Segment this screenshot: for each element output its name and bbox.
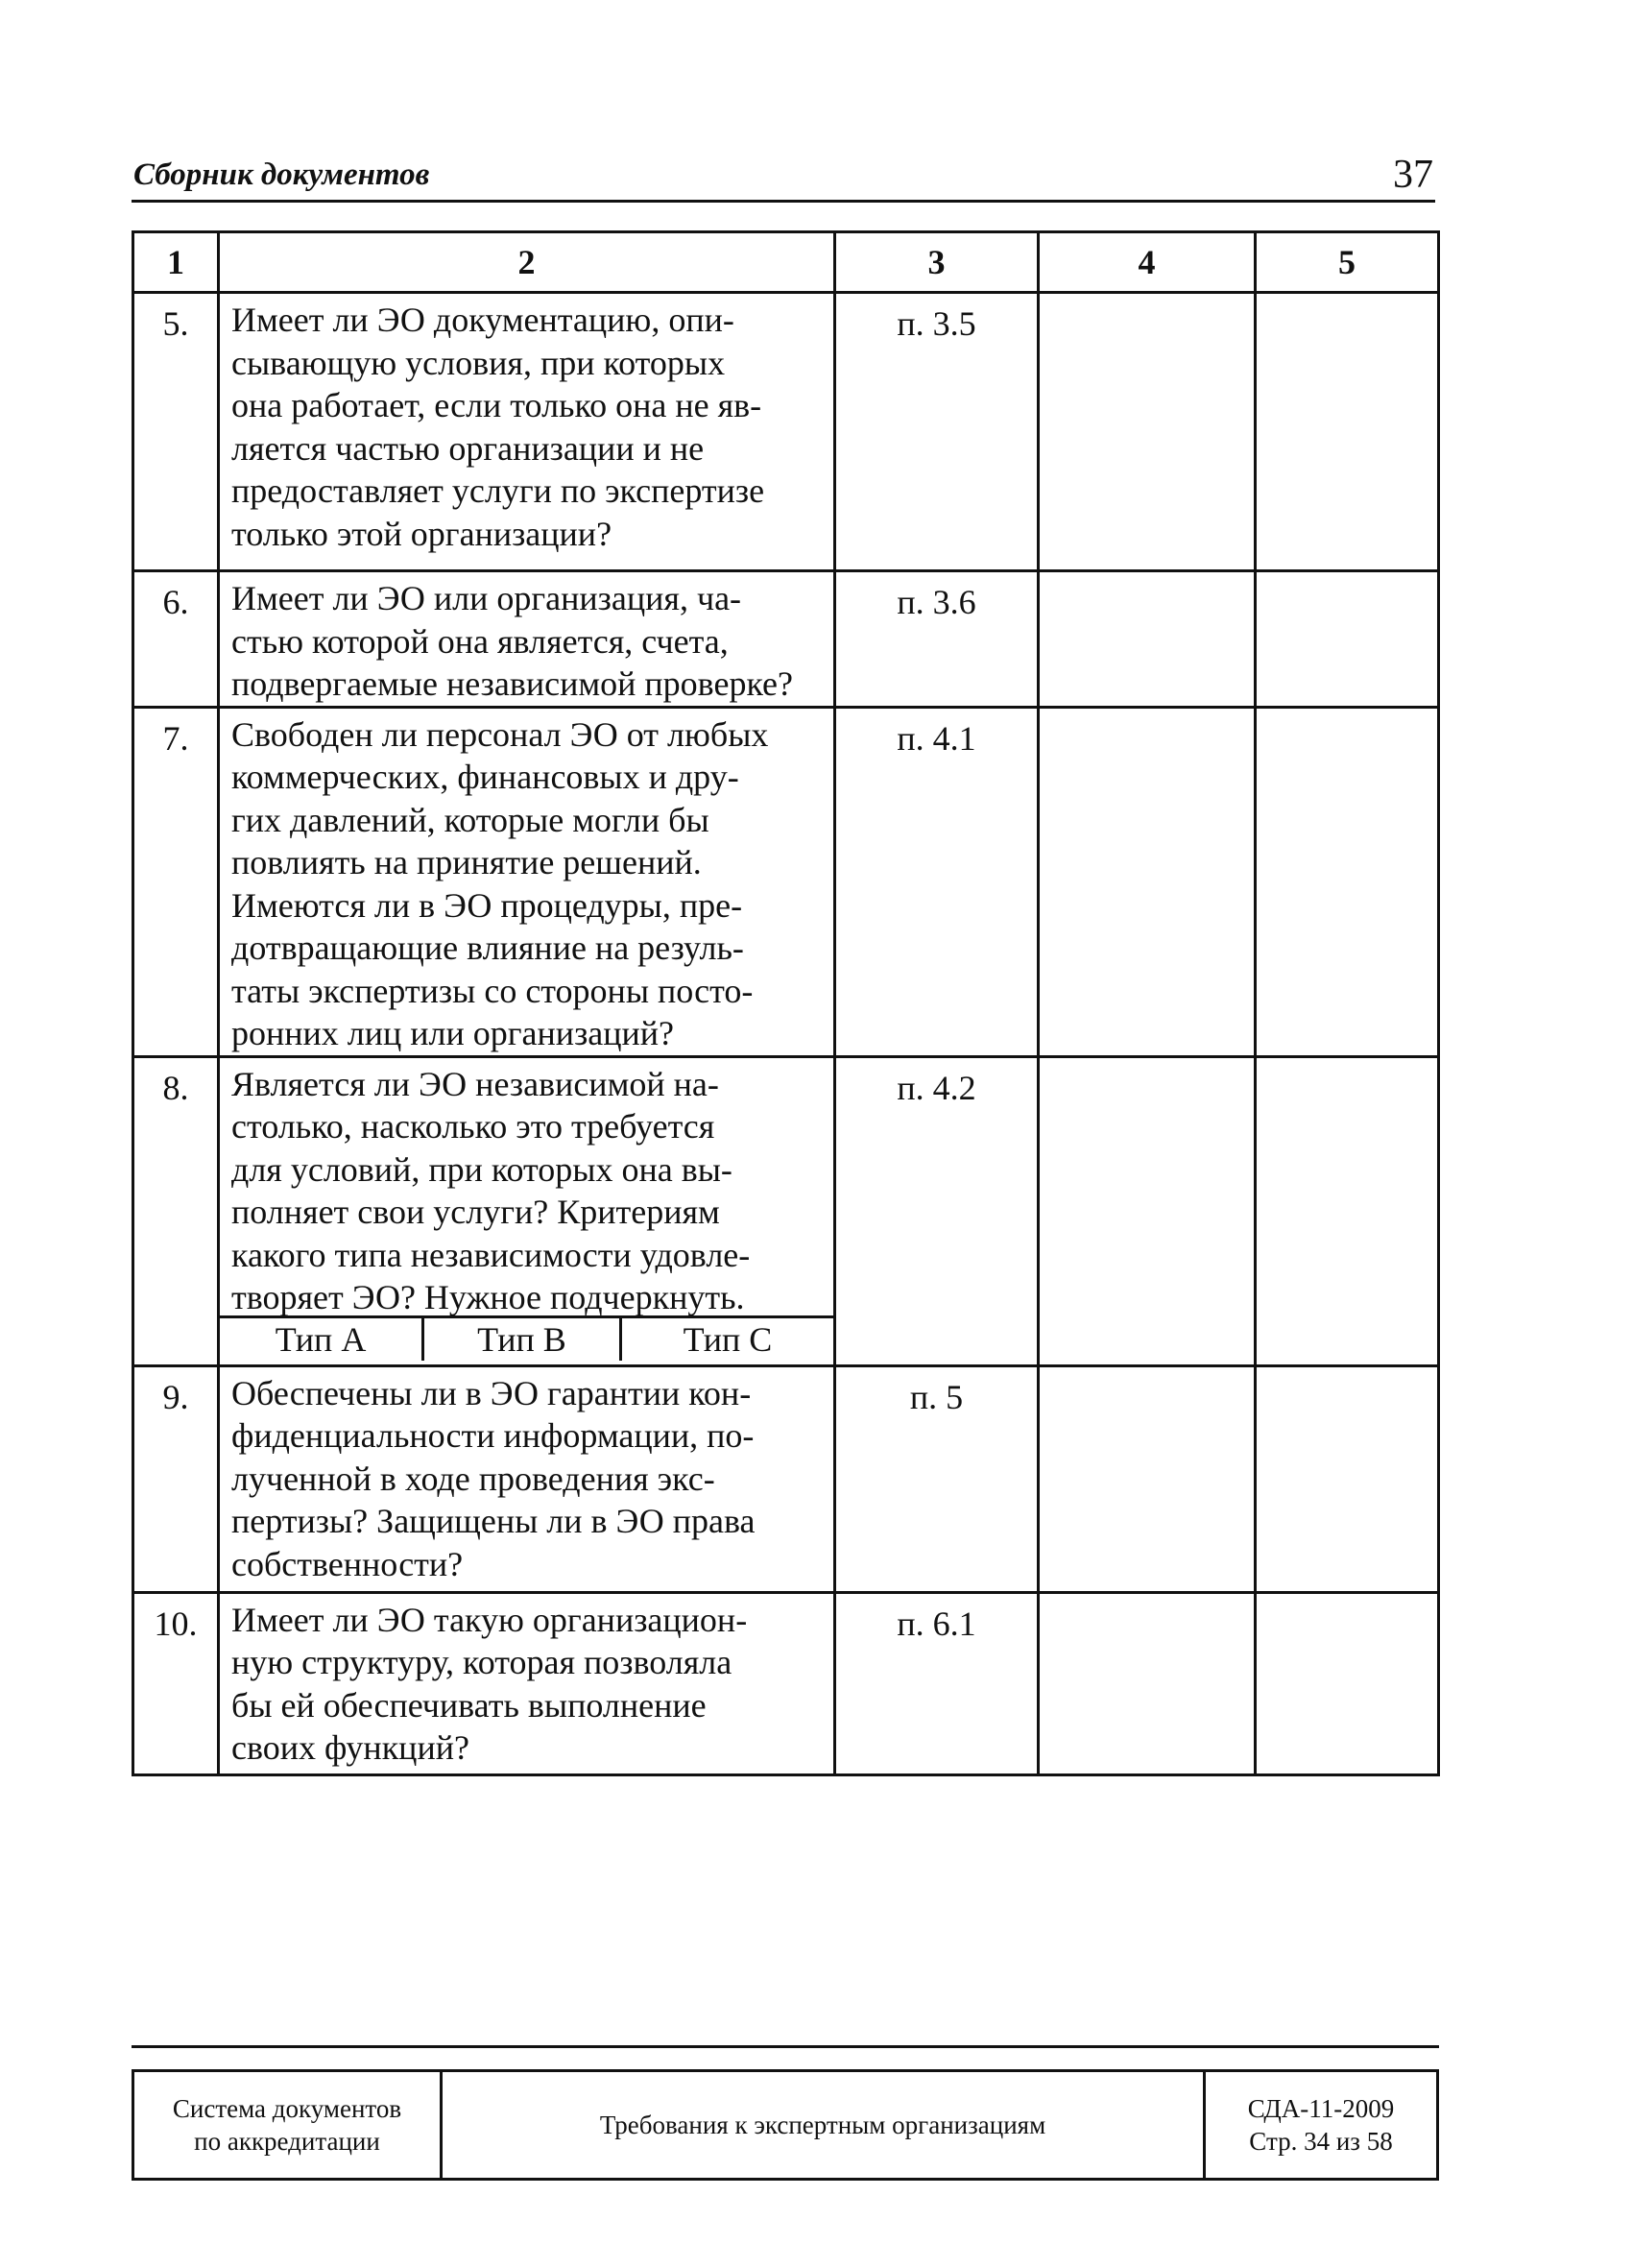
answer-cell-col5: [1256, 707, 1439, 1056]
table-row: [133, 1592, 1439, 1774]
header-title: Сборник документов: [133, 157, 430, 192]
row-number: 9.: [133, 1365, 219, 1592]
page-header: [132, 144, 1435, 203]
row-number: 8.: [133, 1056, 219, 1365]
clause-reference: п. 3.5: [835, 293, 1039, 571]
column-header-2: 2: [219, 232, 835, 293]
row-number: 10.: [133, 1592, 219, 1774]
table-row: [133, 707, 1439, 1056]
table-header-row: [133, 232, 1439, 293]
footer-system-name: Система документов по аккредитации: [134, 2072, 443, 2178]
answer-cell-col5: [1256, 293, 1439, 571]
clause-reference: п. 4.2: [835, 1056, 1039, 1365]
question-text: Имеет ли ЭО документацию, опи- сывающую условия, при которых она работает, если только она не яв- ляется частью организации и не предоставляет услуги по экспертизе только этой организации?: [219, 293, 835, 571]
column-header-3: 3: [835, 232, 1039, 293]
answer-cell-col4: [1039, 571, 1256, 708]
type-a-option[interactable]: Тип А: [275, 1319, 367, 1359]
answer-cell-col4: [1039, 1592, 1256, 1774]
clause-reference: п. 4.1: [835, 707, 1039, 1056]
type-b-option[interactable]: Тип В: [421, 1318, 619, 1361]
clause-reference: п. 5: [835, 1365, 1039, 1592]
checklist-table: [132, 230, 1440, 1776]
row-number: 7.: [133, 707, 219, 1056]
table-row: [133, 1365, 1439, 1592]
footer-document-code: СДА-11-2009 Стр. 34 из 58: [1247, 2094, 1395, 2156]
row-number: 6.: [133, 571, 219, 708]
answer-cell-col4: [1039, 1365, 1256, 1592]
clause-reference: п. 6.1: [835, 1592, 1039, 1774]
column-header-1: 1: [133, 232, 219, 293]
answer-cell-col4: [1039, 1056, 1256, 1365]
table-row: [133, 1056, 1439, 1365]
answer-cell-col5: [1256, 1056, 1439, 1365]
answer-cell-col5: [1256, 1592, 1439, 1774]
answer-cell-col4: [1039, 293, 1256, 571]
footer-rule: [132, 2045, 1439, 2048]
question-text: Свободен ли персонал ЭО от любых коммерческих, финансовых и дру- гих давлений, которые могли бы повлиять на принятие решений. Имеются ли в ЭО процедуры, пре- дотвращающие влияние на резуль- таты экспертизы со стороны посто- ронних лиц или организаций?: [219, 707, 835, 1056]
independence-type-options: [220, 1315, 833, 1361]
question-text: Имеет ли ЭО или организация, ча- стью которой она является, счета, подвергаемые независимой проверке?: [219, 571, 835, 708]
type-c-option[interactable]: Тип С: [619, 1318, 833, 1361]
answer-cell-col5: [1256, 1365, 1439, 1592]
clause-reference: п. 3.6: [835, 571, 1039, 708]
column-header-4: 4: [1039, 232, 1256, 293]
answer-cell-col5: [1256, 571, 1439, 708]
table-row: [133, 571, 1439, 708]
question-text: Обеспечены ли в ЭО гарантии кон- фиденциальности информации, по- лученной в ходе проведения экс- пертизы? Защищены ли в ЭО права собственности?: [219, 1365, 835, 1592]
column-header-5: 5: [1256, 232, 1439, 293]
answer-cell-col4: [1039, 707, 1256, 1056]
footer-document-title: Требования к экспертным организациям: [443, 2072, 1206, 2178]
question-text: Является ли ЭО независимой на- столько, насколько это требуется для условий, при которых она вы- полняет свои услуги? Критериям какого типа независимости удовле- творяет ЭО? Нужное подчеркнуть. Тип А Тип В Тип С: [219, 1056, 835, 1365]
row-number: 5.: [133, 293, 219, 571]
page-number: 37: [1393, 153, 1433, 197]
table-row: [133, 293, 1439, 571]
question-text: Имеет ли ЭО такую организацион- ную структуру, которая позволяла бы ей обеспечивать выполнение своих функций?: [219, 1592, 835, 1774]
footer-box: [132, 2069, 1439, 2181]
